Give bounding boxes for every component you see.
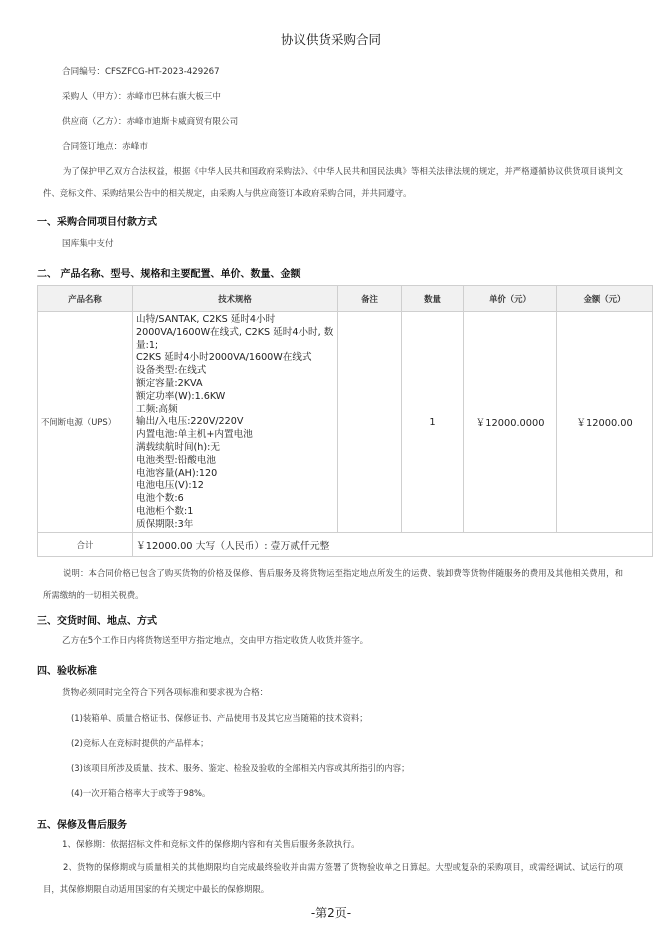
spec-line: 额定容量:2KVA	[136, 377, 203, 389]
cell-spec	[133, 312, 338, 533]
cell-remark	[338, 312, 402, 533]
spec-line: 山特/SANTAK, C2KS 延时4小时2000VA/1600W在线式, C2KS 延时4小时, 数量:1;	[136, 314, 334, 351]
warranty-item: 1、保修期：依据招标文件和竞标文件的保修期内容和有关售后服务条款执行。	[62, 840, 360, 850]
spec-line: 电池柜个数:1	[136, 505, 194, 517]
acceptance-item: (4)一次开箱合格率大于或等于98%。	[71, 788, 211, 798]
total-value: ￥12000.00 大写（人民币）: 壹万贰仟元整	[133, 533, 653, 557]
header-product-name: 产品名称	[38, 286, 133, 312]
acceptance-intro: 货物必须同时完全符合下列各项标准和要求视为合格：	[62, 688, 269, 698]
buyer-line: 采购人（甲方）：赤峰市巴林右旗大板三中	[62, 92, 221, 102]
warranty-item: 2、货物的保修期或与质量相关的其他期限均自完成最终验收并由需方签署了货物验收单之日算起。大型或复杂的采购项目，或需经调试、试运行的项目，其保修期限自动适用国家的有关规定中最长的保修期限。	[43, 862, 623, 894]
spec-line: 电池类型:铅酸电池	[136, 454, 216, 466]
header-spec: 技术规格	[133, 286, 338, 312]
section-1-heading: 一、采购合同项目付款方式	[37, 217, 157, 228]
section-2-heading: 二、 产品名称、型号、规格和主要配置、单价、数量、金额	[37, 269, 301, 280]
table-header-row	[38, 286, 653, 312]
acceptance-item: (3)该项目所涉及质量、技术、服务、鉴定、检验及验收的全部相关内容或其所指引的内容；	[71, 763, 410, 773]
contract-number: 合同编号：CFSZFCG-HT-2023-429267	[62, 67, 220, 77]
spec-line: 满载续航时间(h):无	[136, 441, 220, 453]
spec-line: C2KS 延时4小时2000VA/1600W在线式	[136, 352, 312, 364]
spec-line: 电池电压(V):12	[136, 480, 204, 492]
payment-method: 国库集中支付	[62, 239, 114, 249]
header-remark: 备注	[338, 286, 402, 312]
delivery-text: 乙方在5个工作日内将货物送至甲方指定地点，交由甲方指定收货人收货并签字。	[62, 636, 369, 646]
spec-line: 工频:高频	[136, 403, 178, 415]
cell-product-name: 不间断电源（UPS）	[38, 312, 133, 533]
price-note: 说明：本合同价格已包含了购买货物的价格及保修、售后服务及将货物运至指定地点所发生的运费、装卸费等货物伴随服务的费用及其他相关费用，和所需缴纳的一切相关税费。	[43, 568, 623, 600]
section-3-heading: 三、交货时间、地点、方式	[37, 616, 157, 627]
product-table	[37, 285, 653, 557]
section-4-heading: 四、验收标准	[37, 666, 97, 677]
signing-location: 合同签订地点：赤峰市	[62, 142, 148, 152]
section-5-heading: 五、保修及售后服务	[37, 820, 127, 831]
cell-unit-price: ￥12000.0000	[464, 312, 557, 533]
acceptance-item: (1)装箱单、质量合格证书、保修证书、产品使用书及其它应当随箱的技术资料；	[71, 713, 368, 723]
spec-line: 电池容量(AH):120	[136, 467, 218, 479]
header-amount: 金额（元）	[557, 286, 653, 312]
total-label: 合计	[38, 533, 133, 557]
cell-quantity: 1	[402, 312, 464, 533]
header-quantity: 数量	[402, 286, 464, 312]
table-row	[38, 312, 653, 533]
supplier-line: 供应商（乙方）：赤峰市迪斯卡威商贸有限公司	[62, 117, 239, 127]
page-number: -第2页-	[310, 906, 352, 920]
spec-line: 内置电池:单主机+内置电池	[136, 429, 253, 441]
cell-amount: ￥12000.00	[557, 312, 653, 533]
acceptance-item: (2)竞标人在竞标时提供的产品样本；	[71, 738, 209, 748]
total-row	[38, 533, 653, 557]
intro-paragraph: 为了保护甲乙双方合法权益，根据《中华人民共和国政府采购法》、《中华人民共和国民法典》等相关法律法规的规定，并严格遵循协议供货项目谈判文件、竞标文件、采购结果公告中的相关规定，由采购人与供应商签订本政府采购合同，并共同遵守。	[43, 166, 623, 198]
spec-line: 额定功率(W):1.6KW	[136, 390, 226, 402]
spec-line: 设备类型:在线式	[136, 365, 207, 377]
spec-line: 质保期限:3年	[136, 518, 194, 530]
header-unit-price: 单价（元）	[464, 286, 557, 312]
document-title: 协议供货采购合同	[280, 32, 381, 47]
spec-line: 输出/入电压:220V/220V	[136, 416, 244, 428]
spec-line: 电池个数:6	[136, 493, 184, 505]
